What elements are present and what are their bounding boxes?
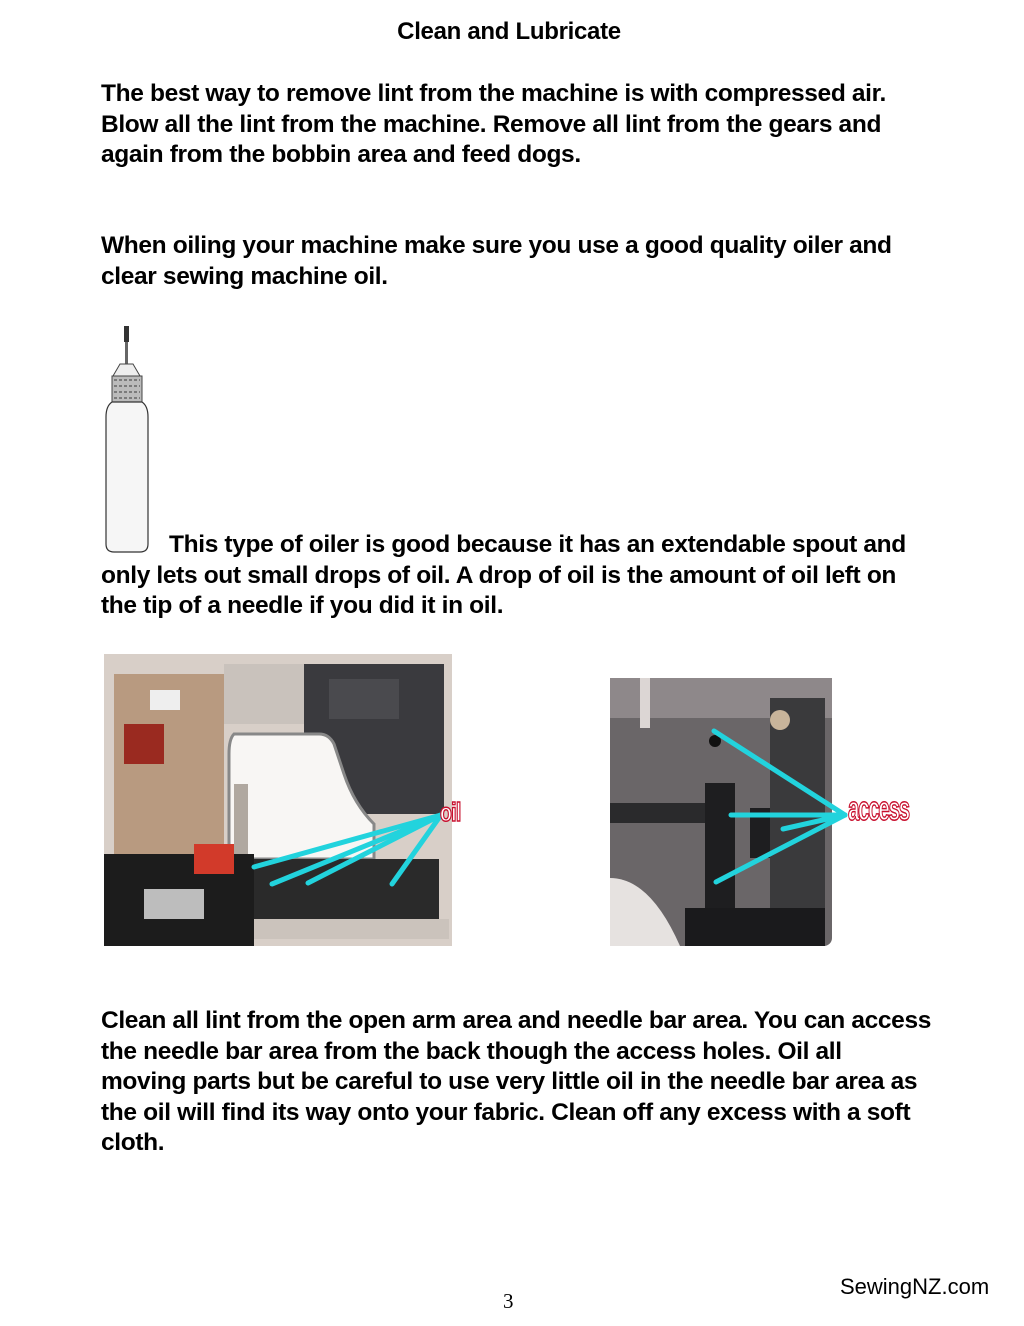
page-title: Clean and Lubricate — [397, 18, 621, 45]
access-label: access — [848, 790, 909, 828]
paragraph-cleaning-instructions: Clean all lint from the open arm area and needle bar area. You can access the needle bar area from the back though the access holes. Oil all moving parts but be careful to use very little oil in the needle bar area as the oil will find its way onto your fabric. Clean off any excess with a soft cloth. — [101, 1007, 932, 1156]
oiler-description-text: This type of oiler is good because it has an extendable spout and only lets out small drops of oil. A drop of oil is the amount of oil left on the tip of a needle if you did it in oil. — [101, 531, 906, 619]
paragraph-lint-removal: The best way to remove lint from the machine is with compressed air. Blow all the lint from the machine. Remove all lint from the gears and again from the bobbin area and feed dogs. — [101, 80, 886, 168]
machine-interior-photo — [104, 654, 452, 946]
site-footer: SewingNZ.com — [840, 1274, 990, 1299]
paragraph-oiling: When oiling your machine make sure you use a good quality oiler and clear sewing machine oil. — [101, 232, 892, 290]
oiler-illustration — [100, 322, 160, 560]
machine-back-photo — [610, 678, 832, 946]
oil-label: oil — [440, 797, 461, 827]
paragraph-oiler-description — [101, 530, 931, 622]
page-number: 3 — [503, 1289, 514, 1313]
